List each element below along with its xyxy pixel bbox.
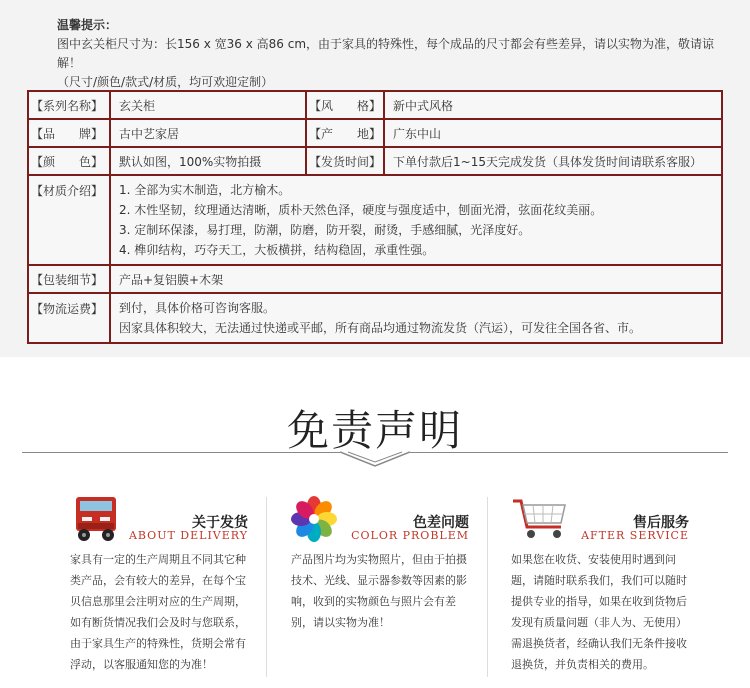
color-value: 默认如图，100%实物拍摄	[110, 147, 306, 175]
list-item: 3. 定制环保漆，易打理，防潮，防磨，防开裂，耐烫，手感细腻，光泽度好。	[119, 223, 531, 237]
notice-line: 图中玄关柜尺寸为：长156 x 宽36 x 高86 cm，由于家具的特殊性，每个成品的尺寸都会有些差异，请以实物为准，敬请谅解！	[57, 37, 715, 70]
disclaimer-heading: 免责声明	[286, 406, 463, 455]
chevron-down-icon	[340, 450, 410, 468]
origin-label: 【产 地】	[306, 119, 384, 147]
logistics-label: 【物流运费】	[28, 293, 110, 343]
series-label: 【系列名称】	[28, 91, 110, 119]
brand-value: 古中艺家居	[110, 119, 306, 147]
column-divider	[487, 497, 488, 677]
table-row	[28, 175, 722, 265]
style-value: 新中式风格	[384, 91, 722, 119]
package-value: 产品+复铝膜+木架	[110, 265, 722, 293]
divider	[410, 452, 728, 453]
ship-value: 下单付款后1~15天完成发货（具体发货时间请联系客服）	[384, 147, 722, 175]
notice-title: 温馨提示：	[57, 18, 118, 32]
shopping-cart-icon	[511, 493, 571, 543]
list-item: 4. 榫卯结构，巧夺天工，大板横拼，结构稳固，承重性强。	[119, 243, 435, 257]
service-text: 如果您在收货、安装使用时遇到问题，请随时联系我们，我们可以随时提供专业的指导，如果在收到货物后发现有质量问题（非人为、无使用）需退换货者，经确认我们无条件接收退换货，并负责相关的费用。	[511, 553, 687, 671]
delivery-title: 关于发货	[192, 515, 248, 531]
column-divider	[266, 497, 267, 677]
service-subtitle: AFTER SERVICE	[581, 529, 689, 542]
notice	[57, 16, 737, 92]
divider	[22, 452, 340, 453]
delivery-text: 家具有一定的生产周期且不同其它种类产品，会有较大的差异，在每个宝贝信息那里会注明对应的生产周期，如有断货情况我们会及时与您联系，由于家具生产的特殊性，货期会常有浮动，以客服通知您的为准！	[70, 553, 246, 671]
spec-table	[27, 90, 723, 344]
table-row	[28, 119, 722, 147]
color-wheel-icon	[291, 493, 351, 543]
notice-line: （尺寸/颜色/款式/材质，均可欢迎定制）	[57, 75, 274, 89]
logistics-line: 因家具体积较大，无法通过快递或平邮，所有商品均通过物流发货（汽运），可发往全国各省、市。	[119, 321, 642, 335]
list-item: 1. 全部为实木制造，北方榆木。	[119, 183, 291, 197]
list-item: 2. 木性坚韧，纹理通达清晰，质朴天然色泽，硬度与强度适中，刨面光滑，弦面花纹美丽。	[119, 203, 603, 217]
style-label: 【风 格】	[306, 91, 384, 119]
logistics-line: 到付，具体价格可咨询客服。	[119, 301, 276, 315]
delivery-subtitle: ABOUT DELIVERY	[128, 529, 248, 542]
package-label: 【包装细节】	[28, 265, 110, 293]
series-value: 玄关柜	[110, 91, 306, 119]
table-row	[28, 91, 722, 119]
origin-value: 广东中山	[384, 119, 722, 147]
material-label: 【材质介绍】	[28, 175, 110, 265]
table-row	[28, 147, 722, 175]
logistics-value	[110, 293, 722, 343]
table-row	[28, 293, 722, 343]
service-title: 售后服务	[633, 515, 689, 531]
truck-icon	[70, 493, 130, 543]
color-subtitle: COLOR PROBLEM	[351, 529, 469, 542]
ship-label: 【发货时间】	[306, 147, 384, 175]
table-row	[28, 265, 722, 293]
color-text: 产品图片均为实物照片，但由于拍摄技术、光线、显示器参数等因素的影响，收到的实物颜色与照片会有差别，请以实物为准！	[291, 553, 467, 629]
color-title: 色差问题	[413, 515, 469, 531]
color-label: 【颜 色】	[28, 147, 110, 175]
brand-label: 【品 牌】	[28, 119, 110, 147]
material-list	[110, 175, 722, 265]
